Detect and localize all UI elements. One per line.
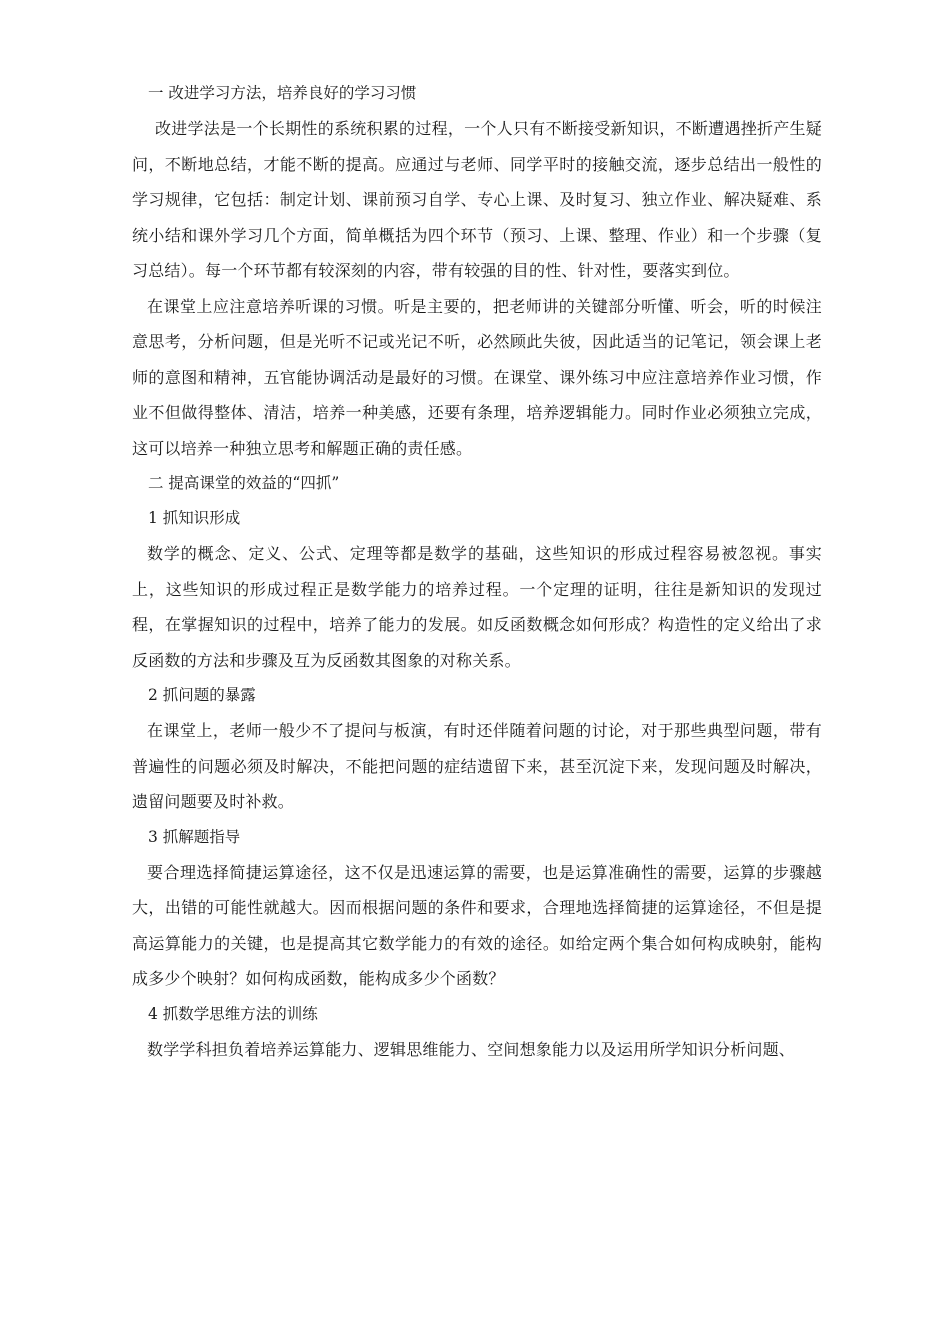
document-content — [132, 76, 822, 1067]
paragraph-thinking-training: 数学学科担负着培养运算能力、逻辑思维能力、空间想象能力以及运用所学知识分析问题、 — [147, 1039, 796, 1059]
subheading-thinking-training: 4 抓数学思维方法的训练 — [148, 1004, 318, 1023]
subheading-problem-exposure: 2 抓问题的暴露 — [148, 686, 256, 704]
section-heading-1: 一 改进学习方法，培养良好的学习习惯 — [148, 84, 417, 102]
section-heading-2: 二 提高课堂的效益的“四抓” — [148, 474, 340, 492]
paragraph-study-method: 改进学法是一个长期性的系统积累的过程，一个人只有不断接受新知识，不断遭遇挫折产生疑问，不断地总结，才能不断的提高。应通过与老师、同学平时的接触交流，逐步总结出一般性的学习规律，它包括：制定计划、课前预习自学、专心上课、及时复习、独立作业、解决疑难、系统小结和课外学习几个方面，简单概括为四个环节（预习、上课、整理、作业）和一个步骤（复习总结）。每一个环节都有较深刻的内容，带有较强的目的性、针对性，要落实到位。 — [132, 119, 822, 280]
paragraph-class-habits: 在课堂上应注意培养听课的习惯。听是主要的，把老师讲的关键部分听懂、听会，听的时候注意思考，分析问题，但是光听不记或光记不听，必然顾此失彼，因此适当的记笔记，领会课上老师的意图和精神，五官能协调活动是最好的习惯。在课堂、课外练习中应注意培养作业习惯，作业不但做得整体、清洁，培养一种美感，还要有条理，培养逻辑能力。同时作业必须独立完成，这可以培养一种独立思考和解题正确的责任感。 — [132, 296, 822, 458]
paragraph-solving-guidance: 要合理选择简捷运算途径，这不仅是迅速运算的需要，也是运算准确性的需要，运算的步骤越大，出错的可能性就越大。因而根据问题的条件和要求，合理地选择简捷的运算途径，不但是提高运算能力的关键，也是提高其它数学能力的有效的途径。如给定两个集合如何构成映射，能构成多少个映射？如何构成函数，能构成多少个函数？ — [132, 862, 822, 988]
paragraph-knowledge-formation: 数学的概念、定义、公式、定理等都是数学的基础，这些知识的形成过程容易被忽视。事实上，这些知识的形成过程正是数学能力的培养过程。一个定理的证明，往往是新知识的发现过程，在掌握知识的过程中，培养了能力的发展。如反函数概念如何形成？构造性的定义给出了求反函数的方法和步骤及互为反函数其图象的对称关系。 — [132, 544, 822, 670]
paragraph-problem-exposure: 在课堂上，老师一般少不了提问与板演，有时还伴随着问题的讨论，对于那些典型问题，带有普遍性的问题必须及时解决，不能把问题的症结遗留下来，甚至沉淀下来，发现问题及时解决，遗留问题要及时补救。 — [132, 721, 822, 811]
subheading-solving-guidance: 3 抓解题指导 — [148, 827, 241, 846]
subheading-knowledge-formation: 1 抓知识形成 — [148, 509, 241, 527]
